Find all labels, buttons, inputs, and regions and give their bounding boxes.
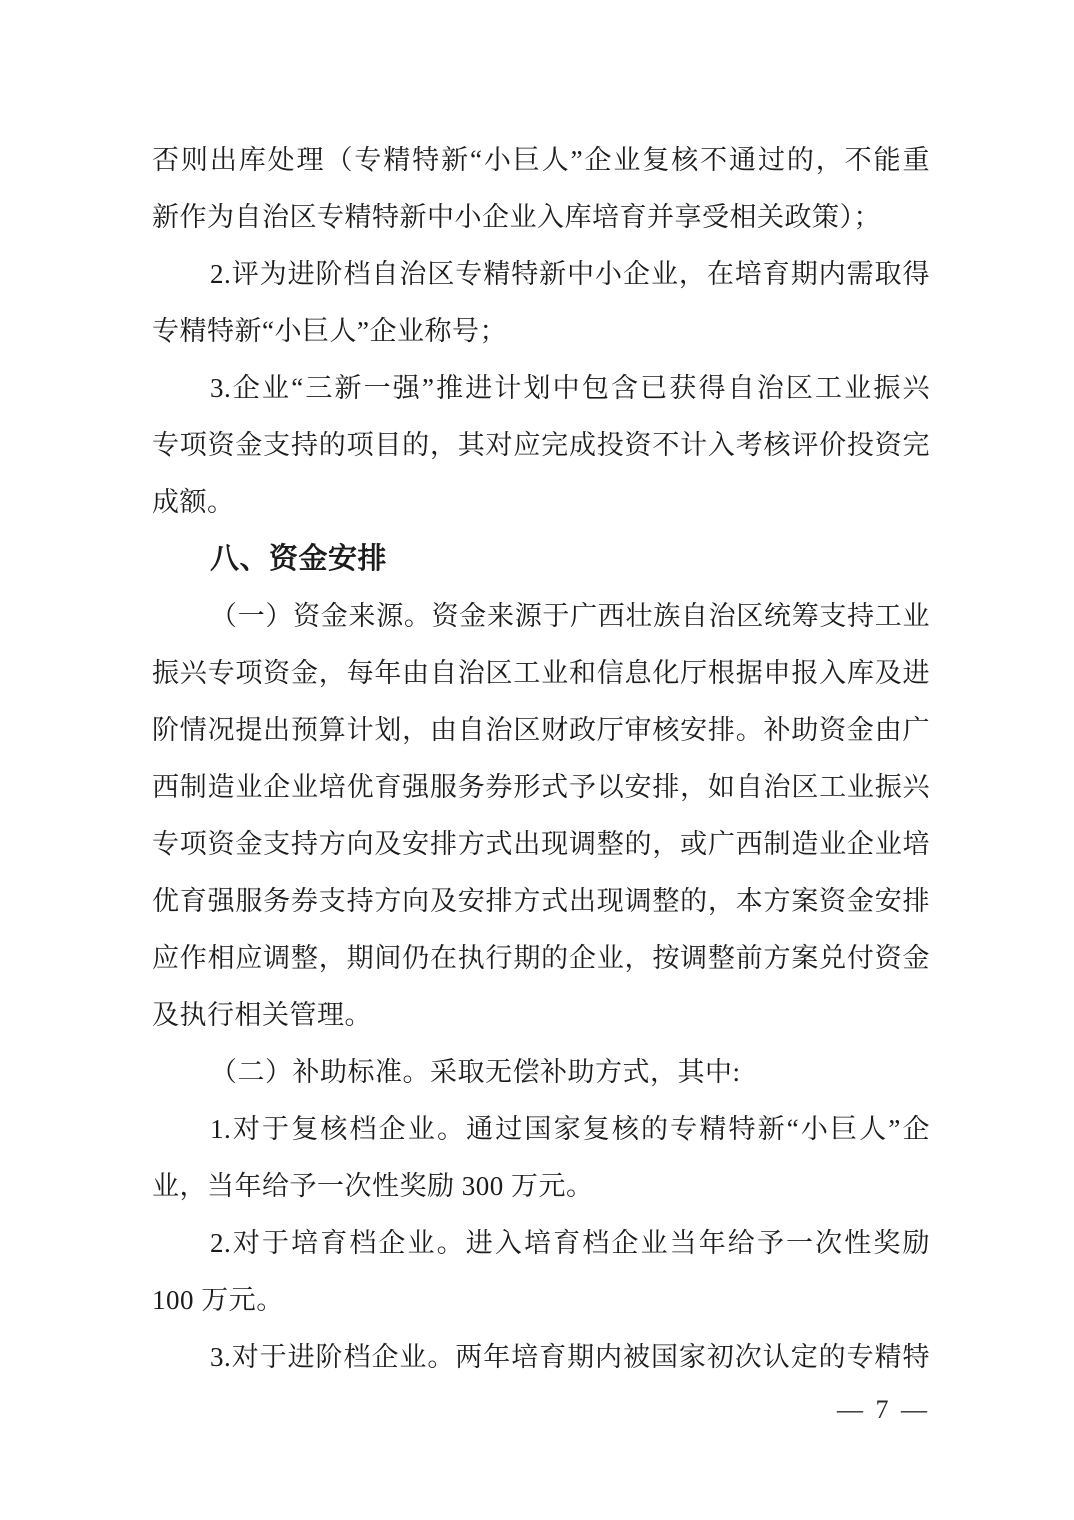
text-line: （二）补助标准。采取无偿补助方式，其中: <box>210 1057 741 1087</box>
text-line: 专项资金支持的项目的，其对应完成投资不计入考核评价投资完 <box>152 430 930 460</box>
text-line: 振兴专项资金，每年由自治区工业和信息化厅根据申报入库及进 <box>152 658 930 688</box>
text-line: 专项资金支持方向及安排方式出现调整的，或广西制造业企业培 <box>152 829 930 859</box>
text-line: 及执行相关管理。 <box>152 1000 372 1030</box>
text-line: 否则出库处理（专精特新“小巨人”企业复核不通过的，不能重 <box>152 145 930 175</box>
text-line: 业，当年给予一次性奖励 300 万元。 <box>152 1171 594 1201</box>
text-line: 新作为自治区专精特新中小企业入库培育并享受相关政策）； <box>152 202 881 232</box>
text-line: 阶情况提出预算计划，由自治区财政厅审核安排。补助资金由广 <box>152 715 930 745</box>
text-line: 100 万元。 <box>152 1285 284 1315</box>
text-line: 3.企业“三新一强”推进计划中包含已获得自治区工业振兴 <box>210 373 930 403</box>
page-number: — 7 — <box>837 1395 930 1424</box>
text-line: 2.对于培育档企业。进入培育档企业当年给予一次性奖励 <box>210 1228 930 1258</box>
text-line: 专精特新“小巨人”企业称号； <box>152 316 507 346</box>
section-heading-funding-arrangement: 八、资金安排 <box>210 543 388 575</box>
text-line: 西制造业企业培优育强服务券形式予以安排，如自治区工业振兴 <box>152 772 930 802</box>
text-line: 应作相应调整，期间仍在执行期的企业，按调整前方案兑付资金 <box>152 943 930 973</box>
text-line: 优育强服务券支持方向及安排方式出现调整的，本方案资金安排 <box>152 886 930 916</box>
text-line: （一）资金来源。资金来源于广西壮族自治区统筹支持工业 <box>210 601 930 631</box>
text-line: 3.对于进阶档企业。两年培育期内被国家初次认定的专精特 <box>210 1342 930 1372</box>
text-line: 2.评为进阶档自治区专精特新中小企业，在培育期内需取得 <box>210 259 930 289</box>
text-line: 成额。 <box>152 487 235 517</box>
document-body <box>152 132 930 1386</box>
text-line: 1.对于复核档企业。通过国家复核的专精特新“小巨人”企 <box>210 1114 930 1144</box>
